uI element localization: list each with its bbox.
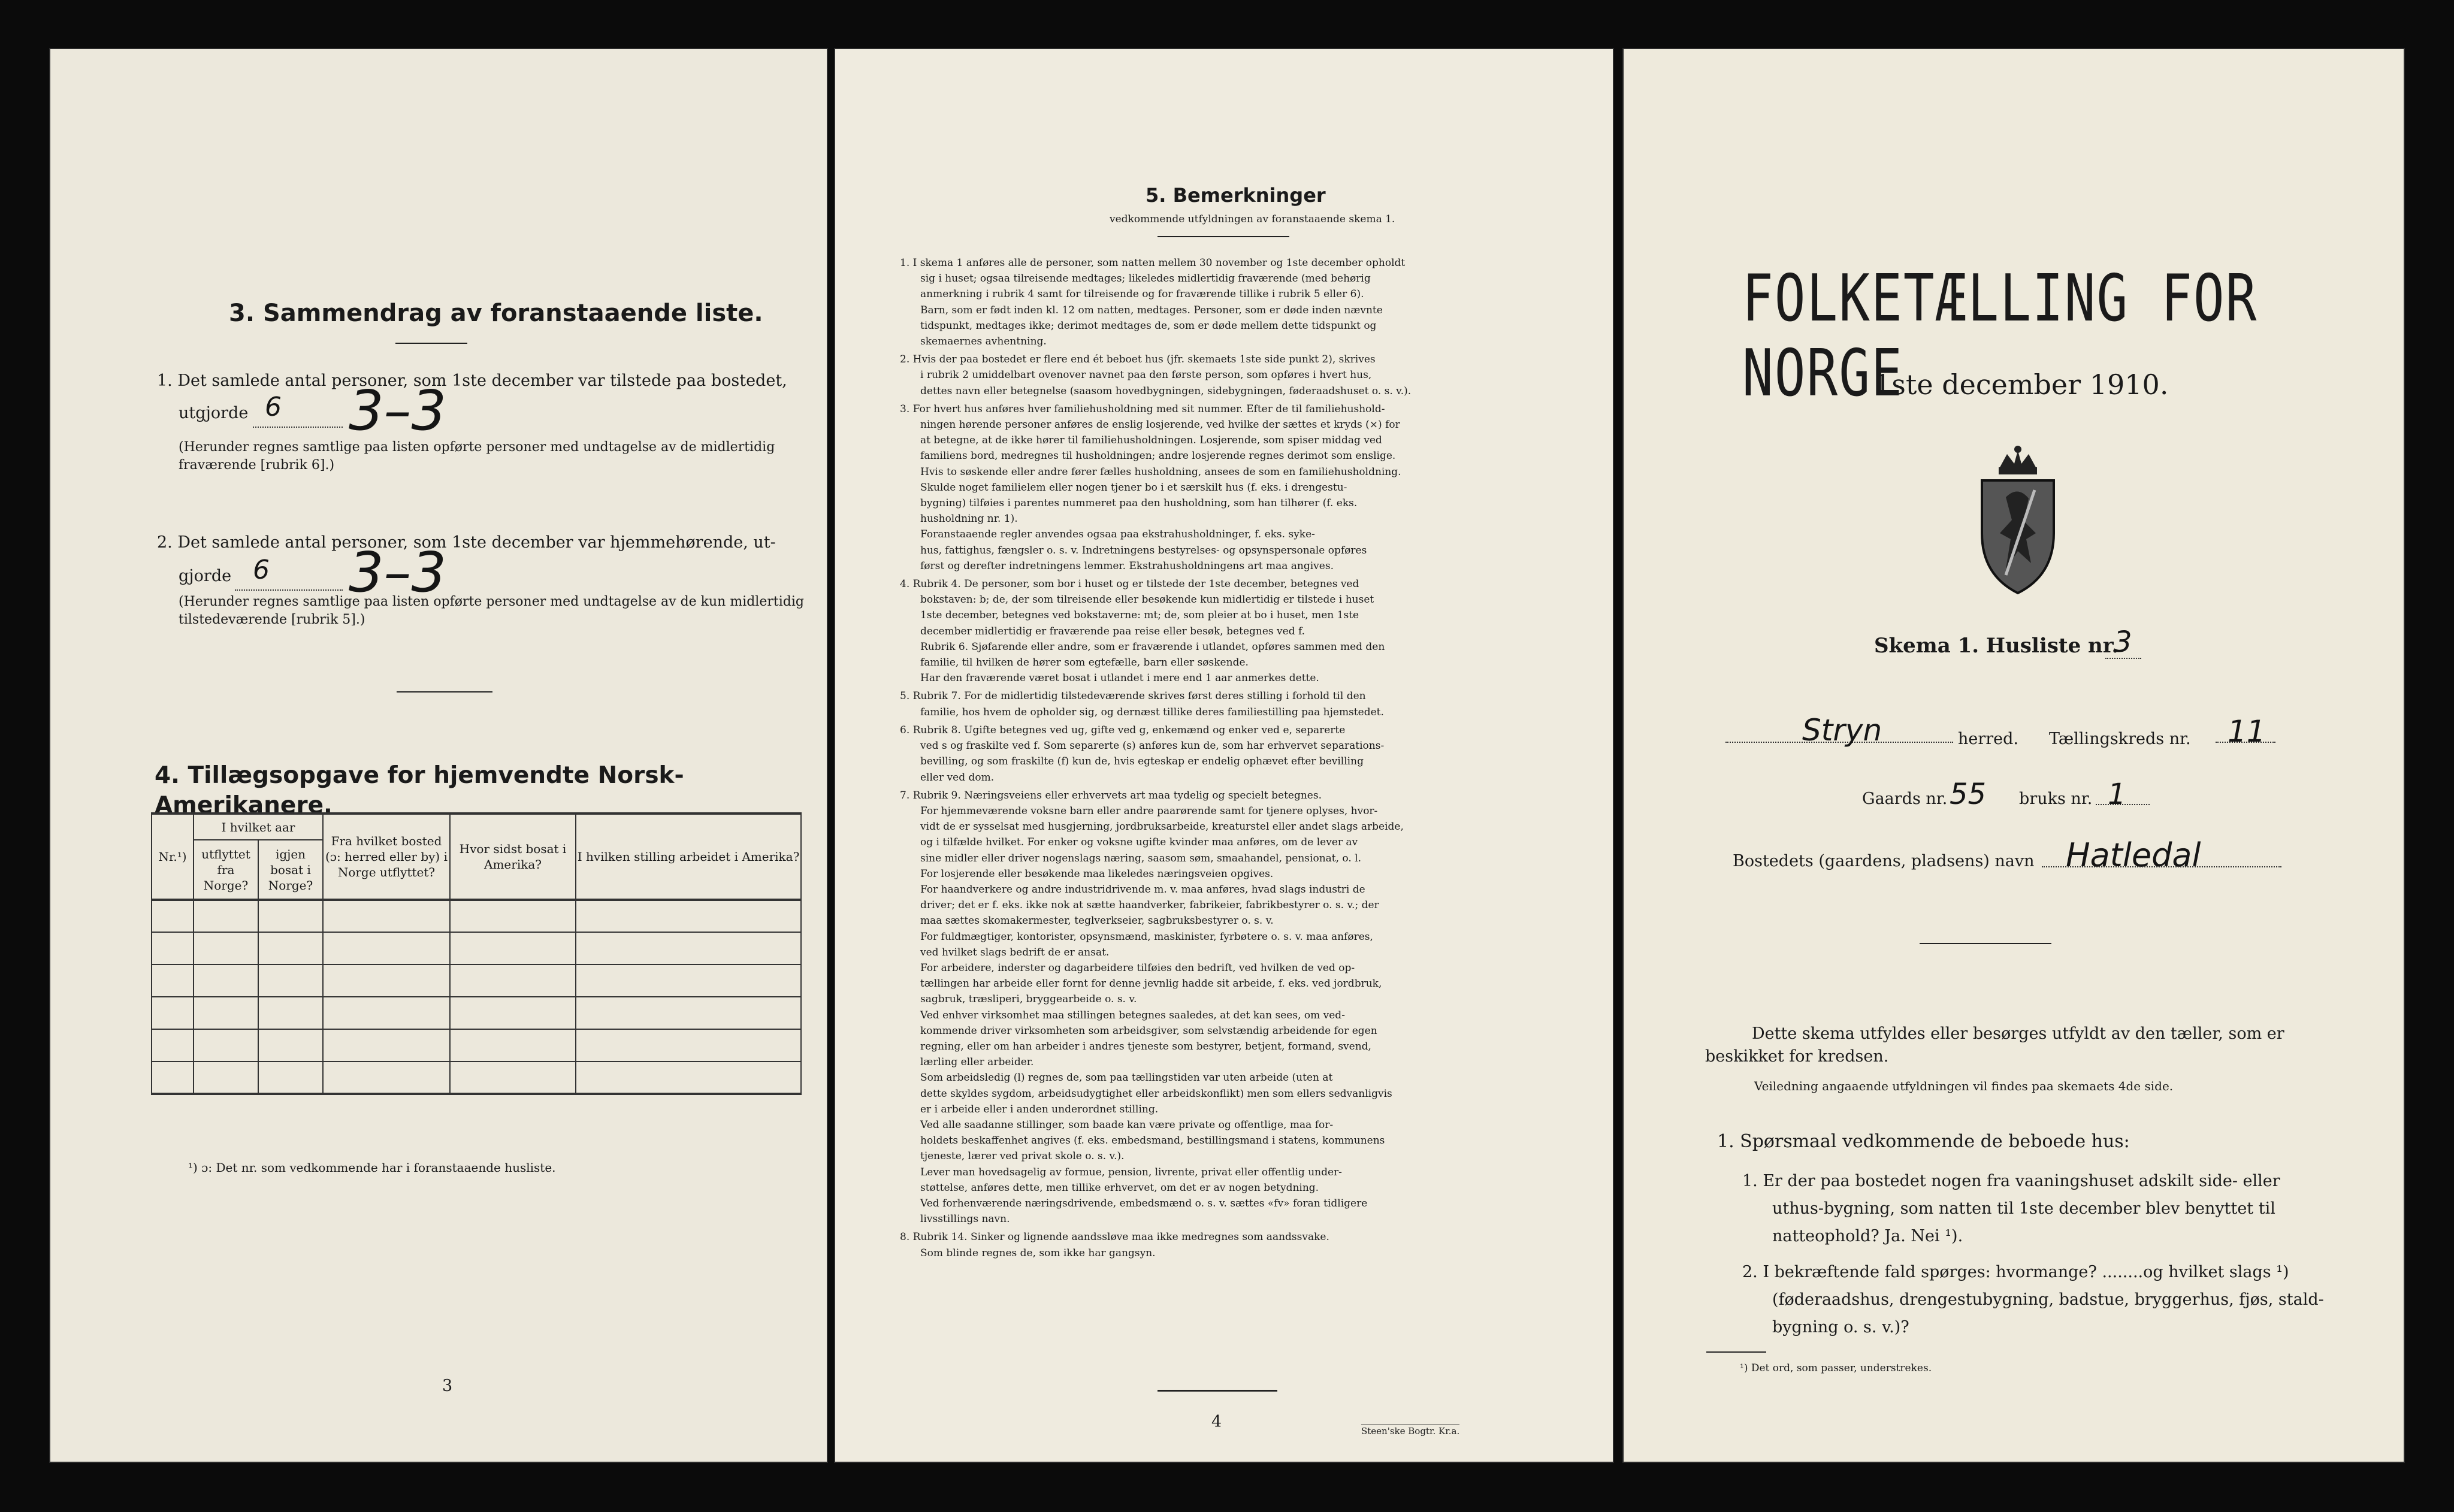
- remark-line: Foranstaaende regler anvendes ogsaa paa ekstrahusholdninger, f. eks. syke-: [920, 528, 1315, 541]
- remark-line: at betegne, at de ikke hører til familiehusholdningen. Losjerende, som spiser middag ved: [920, 434, 1382, 447]
- remark-line: 8. Rubrik 14. Sinker og lignende aandssløve maa ikke medregnes som aandssvake.: [900, 1231, 1329, 1244]
- item2-fill-line: [235, 577, 343, 591]
- item1-split: 3–3: [349, 379, 447, 443]
- remark-line: Rubrik 6. Sjøfarende eller andre, som er fraværende i utlandet, opføres sammen med den: [920, 640, 1385, 653]
- remark-line: først og derefter indretningens lemmer. Ekstrahusholdningens art maa angives.: [920, 560, 1334, 572]
- remarks-body: [900, 253, 1571, 1261]
- husliste-nr: 3: [2114, 625, 2132, 659]
- remark-line: familiens bord, medregnes til husholdningen; andre losjerende regnes derimot som enslige.: [920, 450, 1396, 462]
- remark-line: maa sættes skomakermester, teglverkseier, sagbruksbestyrer o. s. v.: [920, 915, 1274, 927]
- page-4: [834, 48, 1614, 1463]
- remark-line: bygning) tilføies i parentes nummeret paa den husholdning, som han tilhører (f. eks.: [920, 497, 1358, 510]
- intro-line2: beskikket for kredsen.: [1705, 1047, 1889, 1066]
- divider: [1158, 236, 1289, 237]
- intro-note: Veiledning angaaende utfyldningen vil findes paa skemaets 4de side.: [1754, 1079, 2174, 1093]
- page-3: [49, 48, 828, 1463]
- item2-value: 6: [253, 555, 270, 585]
- table-row: [152, 1029, 801, 1062]
- section-4-title: 4. Tillægsopgave for hjemvendte Norsk-Amerikanere.: [155, 762, 684, 819]
- remark-line: Som blinde regnes de, som ikke har gangsyn.: [920, 1247, 1156, 1259]
- remark-line: For haandverkere og andre industridrivende m. v. maa anføres, hvad slags industri de: [920, 883, 1365, 896]
- q2-line1: 2. I bekræftende fald spørges: hvormange? ........og hvilket slags ¹): [1742, 1263, 2289, 1281]
- remark-line: ved hvilket slags bedrift de er ansat.: [920, 946, 1110, 958]
- remark-line: tjeneste, lærer ved privat skole o. s. v.).: [920, 1150, 1125, 1163]
- remark-line: familie, til hvilken de hører som egtefælle, barn eller søskende.: [920, 657, 1249, 669]
- divider: [397, 691, 492, 693]
- divider: [395, 343, 467, 344]
- q1-line1: 1. Er der paa bostedet nogen fra vaaningshuset adskilt side- eller: [1742, 1172, 2280, 1190]
- norsk-amerikanere-table: [151, 812, 802, 1095]
- bruks-value: 1: [2108, 778, 2126, 811]
- footnote: ¹) Det ord, som passer, understrekes.: [1740, 1362, 1932, 1374]
- remark-line: 2. Hvis der paa bostedet er flere end ét beboet hus (jfr. skemaets 1ste side punkt 2), skrives: [900, 353, 1376, 366]
- remark-line: er i arbeide eller i anden underordnet stilling.: [920, 1103, 1159, 1115]
- remark-line: Barn, som er født inden kl. 12 om natten, medtages. Personer, som er døde inden nævnte: [920, 304, 1383, 316]
- remark-line: holdets beskaffenhet angives (f. eks. embedsmand, bestillingsmand i statens, kommunens: [920, 1135, 1385, 1147]
- divider: [1706, 1351, 1766, 1353]
- intro-line1: Dette skema utfyldes eller besørges utfyldt av den tæller, som er: [1752, 1024, 2284, 1043]
- kreds-label: Tællingskreds nr.: [2049, 730, 2191, 748]
- remark-line: 6. Rubrik 8. Ugifte betegnes ved ug, gifte ved g, enkemænd og enker ved e, separerte: [900, 724, 1346, 736]
- questions-title: 1. Spørsmaal vedkommende de beboede hus:: [1717, 1131, 2130, 1152]
- remark-line: bokstaven: b; de, der som tilreisende eller besøkende kun midlertidig er tilstede i huset: [920, 594, 1374, 606]
- remark-line: sig i huset; ogsaa tilreisende medtages; likeledes midlertidig fraværende (med behørig: [920, 273, 1371, 285]
- item1-value: 6: [265, 392, 282, 422]
- remark-line: 3. For hvert hus anføres hver familiehusholdning med sit nummer. Efter de til familiehushold-: [900, 403, 1385, 415]
- table-row: [152, 900, 801, 932]
- kreds-fill-line: [2216, 742, 2275, 743]
- item2-split: 3–3: [349, 540, 447, 604]
- remark-line: december midlertidig er fraværende paa reise eller besøk, betegnes ved f.: [920, 625, 1305, 637]
- kreds-value: 11: [2228, 714, 2266, 749]
- page-1: [1622, 48, 2405, 1463]
- remark-line: husholdning nr. 1).: [920, 513, 1018, 525]
- remark-line: hus, fattighus, fængsler o. s. v. Indretningens bestyrelses- og opsynspersonale opføres: [920, 544, 1367, 557]
- remark-line: kommende driver virksomheten som arbeidsgiver, som selvstændig arbeidende for egen: [920, 1024, 1377, 1037]
- remark-line: 5. Rubrik 7. For de midlertidig tilstedeværende skrives først deres stilling i forhold til den: [900, 690, 1366, 703]
- remark-line: For hjemmeværende voksne barn eller andre paarørende samt for tjenere oplyses, hvor-: [920, 805, 1378, 817]
- coat-of-arms-icon: [1964, 443, 2072, 599]
- remark-line: For losjerende eller besøkende maa likeledes næringsveien opgives.: [920, 867, 1274, 880]
- skema-label: Skema 1. Husliste nr.: [1874, 634, 2119, 658]
- col-utflyttet: utflyttet fra Norge?: [194, 840, 258, 900]
- remark-line: eller ved dom.: [920, 771, 995, 784]
- remark-line: Lever man hovedsagelig av formue, pension, livrente, privat eller offentlig under-: [920, 1166, 1342, 1178]
- table-row: [152, 964, 801, 997]
- bruks-fill-line: [2096, 804, 2150, 805]
- bruks-label: bruks nr.: [2019, 790, 2093, 808]
- remark-line: i rubrik 2 umiddelbart ovenover navnet paa den første person, som opføres i hvert hus,: [920, 369, 1372, 382]
- remark-line: For fuldmægtiger, kontorister, opsynsmænd, maskinister, fyrbøtere o. s. v. maa anføres,: [920, 930, 1373, 943]
- q2-line3: bygning o. s. v.)?: [1772, 1318, 1909, 1336]
- col-nr: Nr.¹): [152, 814, 194, 900]
- q1-line2: uthus-bygning, som natten til 1ste december blev benyttet til: [1772, 1199, 2275, 1218]
- bosted-label: Bostedets (gaardens, pladsens) navn: [1733, 852, 2035, 870]
- remark-line: 4. Rubrik 4. De personer, som bor i huset og er tilstede der 1ste december, betegnes ved: [900, 578, 1359, 591]
- remark-line: For arbeidere, inderster og dagarbeidere tilføies den bedrift, ved hvilken de ved op-: [920, 961, 1355, 974]
- footnote: ¹) ɔ: Det nr. som vedkommende har i foranstaaende husliste.: [188, 1160, 556, 1175]
- q2-line2: (føderaadshus, drengestubygning, badstue, bryggerhus, fjøs, stald-: [1772, 1290, 2324, 1309]
- remark-line: vidt de er sysselsat med husgjerning, jordbruksarbeide, kreaturstel eller andet slags arbeide,: [920, 821, 1404, 833]
- remark-line: 7. Rubrik 9. Næringsveiens eller erhvervets art maa tydelig og specielt betegnes.: [900, 789, 1322, 802]
- remark-line: 1ste december, betegnes ved bokstaverne: mt; de, som pleier at bo i huset, men 1ste: [920, 609, 1359, 622]
- gaards-label: Gaards nr.: [1862, 790, 1948, 808]
- table-row: [152, 997, 801, 1029]
- remark-line: og i tilfælde hvilket. For enker og voksne ugifte kvinder maa anføres, om de lever av: [920, 836, 1358, 849]
- remark-line: driver; det er f. eks. ikke nok at sætte haandverker, fabrikeier, fabrikbestyrer o. s. v.; der: [920, 899, 1379, 912]
- section-3-title: 3. Sammendrag av foranstaaende liste.: [229, 300, 763, 327]
- page-number: 3: [442, 1377, 453, 1395]
- ornament-divider: [1920, 943, 2051, 944]
- remark-line: ved s og fraskilte ved f. Som separerte (s) anføres kun de, som har erhvervet separations-: [920, 740, 1385, 752]
- remark-line: regning, eller om han arbeider i andres tjeneste som bestyrer, betjent, formand, svend,: [920, 1040, 1371, 1053]
- fill-line: [2105, 658, 2141, 659]
- col-fra-bosted: Fra hvilket bosted (ɔ: herred eller by) i Norge utflyttet?: [323, 814, 450, 900]
- remark-line: Som arbeidsledig (l) regnes de, som paa tællingstiden var uten arbeide (uten at: [920, 1072, 1333, 1084]
- item1-note: (Herunder regnes samtlige paa listen opførte personer med undtagelse av de midlertidig fraværende [rubrik 6].): [179, 440, 775, 473]
- printer-mark: Steen'ske Bogtr. Kr.a.: [1361, 1426, 1460, 1437]
- col-stilling: I hvilken stilling arbeidet i Amerika?: [576, 814, 801, 900]
- census-date: 1ste december 1910.: [1874, 368, 2169, 401]
- divider: [1158, 1390, 1277, 1392]
- census-title: FOLKETÆLLING FOR NORGE: [1742, 261, 2258, 411]
- table-row: [152, 1062, 801, 1094]
- col-igjen: igjen bosat i Norge?: [258, 840, 323, 900]
- col-hvor-bosat: Hvor sidst bosat i Amerika?: [450, 814, 576, 900]
- remark-line: dettes navn eller betegnelse (saasom hovedbygningen, sidebygningen, føderaadshuset o. s. v.).: [920, 385, 1412, 397]
- remark-line: lærling eller arbeider.: [920, 1056, 1034, 1069]
- remark-line: ningen hørende personer anføres de enslig losjerende, ved hvilke der sættes et kryds (×) for: [920, 419, 1400, 431]
- remark-line: Ved forhenværende næringsdrivende, embedsmænd o. s. v. sættes «fv» foran tidligere: [920, 1197, 1368, 1209]
- remark-line: familie, hos hvem de opholder sig, og dernæst tillike deres familiestilling paa hjemstedet.: [920, 706, 1384, 718]
- remark-line: sagbruk, træsliperi, bryggearbeide o. s. v.: [920, 993, 1137, 1006]
- remark-line: Skulde noget familielem eller nogen tjener bo i et særskilt hus (f. eks. i drengestu-: [920, 481, 1347, 494]
- remark-line: Ved alle saadanne stillinger, som baade kan være private og offentlige, maa for-: [920, 1118, 1334, 1131]
- remark-line: livsstillings navn.: [920, 1213, 1010, 1226]
- remark-line: anmerkning i rubrik 4 samt for tilreisende og for fraværende tillike i rubrik 5 eller 6).: [920, 288, 1364, 301]
- remarks-title: 5. Bemerkninger: [1146, 184, 1326, 207]
- item2-text: 2. Det samlede antal personer, som 1ste december var hjemmehørende, ut-: [157, 533, 776, 552]
- q1-line3: natteophold? Ja. Nei ¹).: [1772, 1227, 1963, 1245]
- remark-line: tidspunkt, medtages ikke; derimot medtages de, som er døde mellem dette tidspunkt og: [920, 319, 1377, 332]
- item2-utgjorde-label: gjorde: [179, 567, 232, 585]
- remarks-subtitle: vedkommende utfyldningen av foranstaaende skema 1.: [1110, 213, 1395, 225]
- herred-label: herred.: [1958, 730, 2019, 748]
- bosted-value: Hatledal: [2066, 836, 2201, 874]
- remark-line: støttelse, anføres dette, men tillike erhvervet, om det er av nogen betydning.: [920, 1181, 1319, 1194]
- item2-note: (Herunder regnes samtlige paa listen opførte personer med undtagelse av de kun midlertidig tilstedeværende [rubrik 5].): [179, 594, 804, 627]
- remark-line: Hvis to søskende eller andre fører fælles husholdning, ansees de som en familiehusholdning.: [920, 465, 1401, 478]
- remark-line: dette skyldes sygdom, arbeidsudygtighet eller arbeidskonflikt) men som ellers sedvanligvis: [920, 1087, 1392, 1100]
- remark-line: skemaernes avhentning.: [920, 335, 1047, 348]
- page-number: 4: [1211, 1413, 1222, 1431]
- bosted-fill-line: [2042, 866, 2281, 867]
- remark-line: bevilling, og som fraskilte (f) kun de, hvis egteskap er endelig ophævet efter bevilling: [920, 755, 1364, 768]
- item1-utgjorde-label: utgjorde: [179, 404, 249, 422]
- remark-line: Har den fraværende været bosat i utlandet i mere end 1 aar anmerkes dette.: [920, 672, 1319, 685]
- remark-line: tællingen har arbeide eller fornt for denne jevnlig hadde sit arbeide, f. eks. ved jordbruk,: [920, 978, 1382, 990]
- remark-line: Ved enhver virksomhet maa stillingen betegnes saaledes, at det kan sees, om ved-: [920, 1009, 1345, 1021]
- table-row: [152, 932, 801, 964]
- remark-line: sine midler eller driver nogenslags næring, saasom søm, smaahandel, pensionat, o. l.: [920, 852, 1362, 864]
- gaards-value: 55: [1950, 778, 1987, 811]
- remark-line: 1. I skema 1 anføres alle de personer, som natten mellem 30 november og 1ste december opholdt: [900, 257, 1406, 269]
- herred-value: Stryn: [1802, 713, 1882, 748]
- col-group-aar: I hvilket aar: [194, 814, 323, 840]
- item1-text: 1. Det samlede antal personer, som 1ste december var tilstede paa bostedet,: [157, 371, 787, 390]
